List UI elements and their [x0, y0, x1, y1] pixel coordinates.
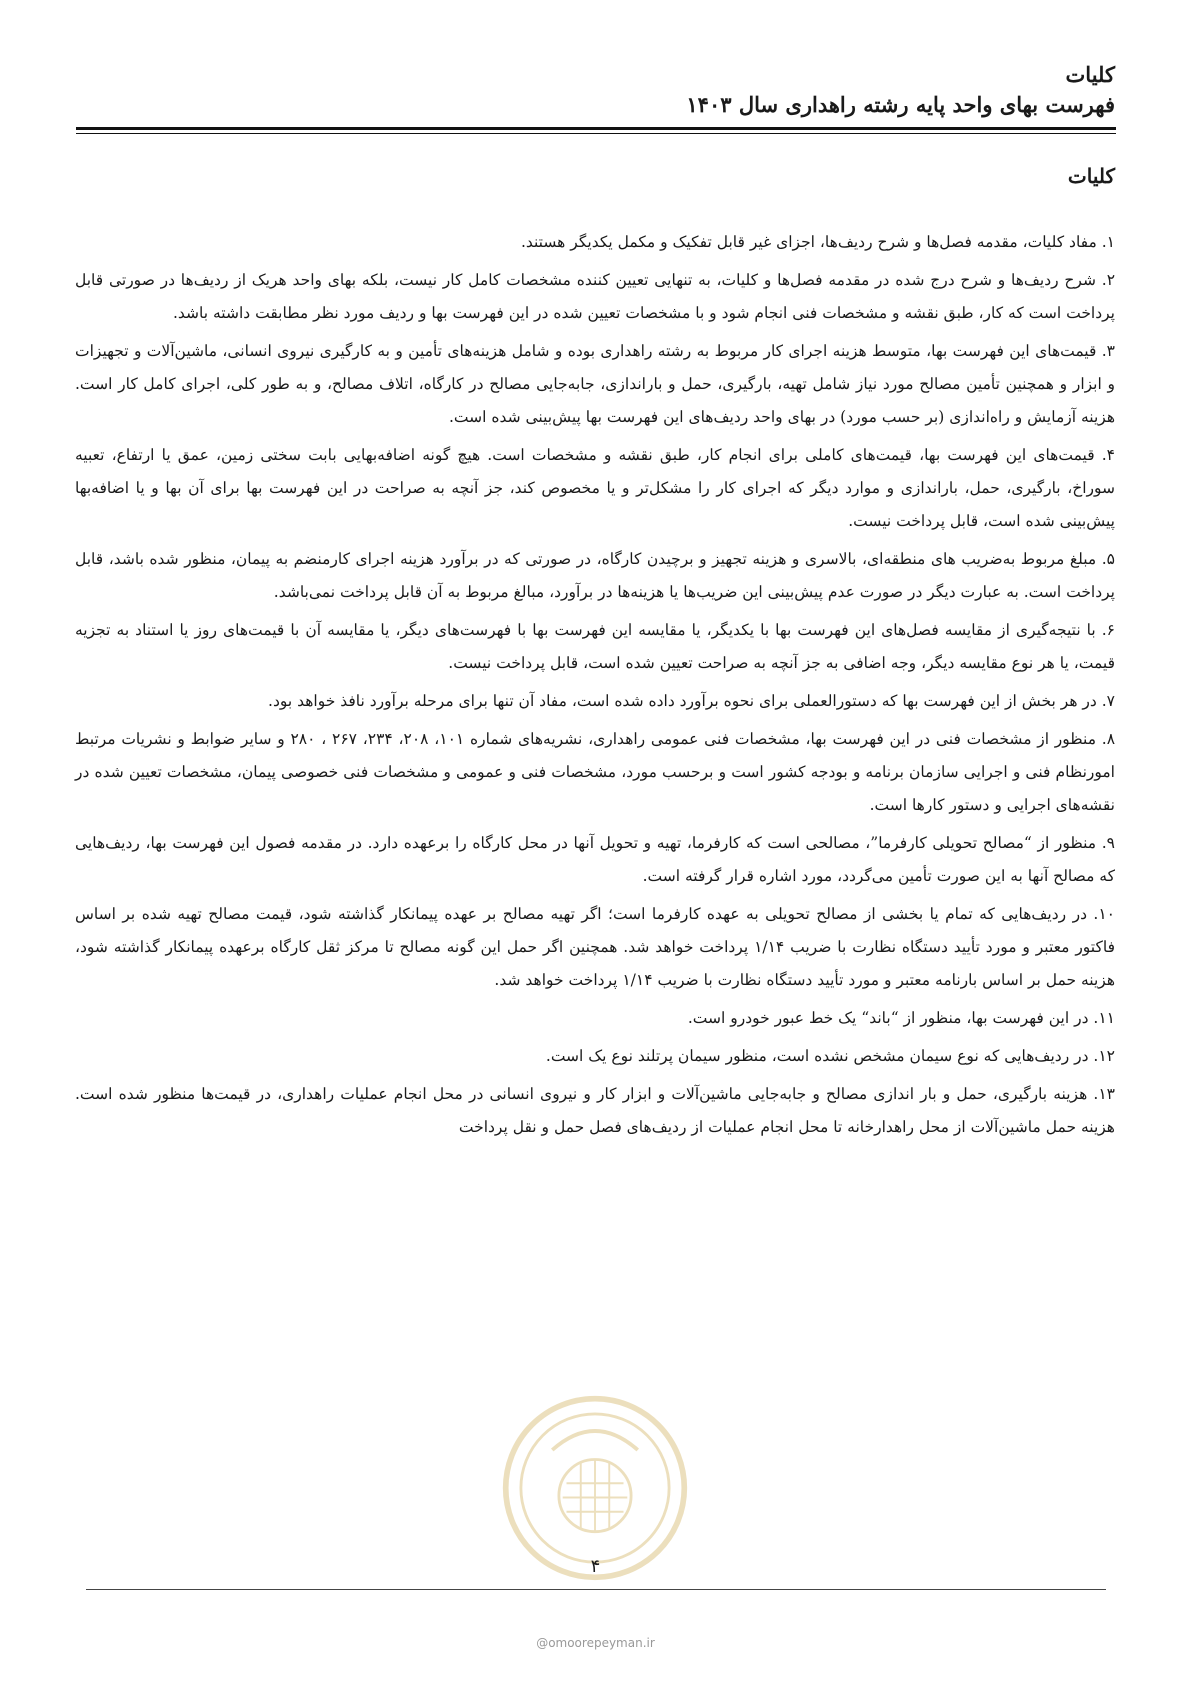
paragraph-3: ۳. قیمت‌های این فهرست بها، متوسط هزینه اجرای کار مربوط به رشته راهداری بوده و شامل هزینه‌های تأمین و به کارگیری نیروی انسانی، ماشین‌آلات و تجهیزات و ابزار و همچنین تأمین مصالح مورد نیاز شامل تهیه، بارگیری، حمل و باراندازی، جابه‌جایی مصالح در کارگاه، اتلاف مصالح، و به طور کلی، اجرای کامل کار است. هزینه آزمایش و راه‌اندازی (بر حسب مورد) در بهای واحد ردیف‌های این فهرست بها پیش‌بینی شده است.: [75, 342, 1115, 426]
header-chapter-title: کلیات: [1065, 62, 1115, 87]
paragraph-11: ۱۱. در این فهرست بها، منظور از “باند“ یک خط عبور خودرو است.: [687, 1009, 1115, 1027]
header-rule-thin: [76, 133, 1116, 134]
footer-rule: [86, 1589, 1106, 1590]
paragraph-8: ۸. منظور از مشخصات فنی در این فهرست بها، مشخصات فنی عمومی راهداری، نشریه‌های شماره ۱۰۱، ۲۰۸، ۲۳۴، ۲۶۷ ، ۲۸۰ و سایر ضوابط و نشریات مرتبط امورنظام فنی و اجرایی سازمان برنامه و بودجه کشور است و برحسب مورد، مشخصات فنی و عمومی و مشخصات فنی خصوصی پیمان، مشخصات تعیین شده در نقشه‌های اجرایی و دستور کارها است.: [75, 730, 1116, 814]
paragraph-9: ۹. منظور از “مصالح تحویلی کارفرما”، مصالحی است که کارفرما، تهیه و تحویل آنها در محل کارگاه را برعهده دارد. در مقدمه فصول این فهرست بها، ردیف‌هایی که مصالح آنها به این صورت تأمین می‌گردد، مورد اشاره قرار گرفته است.: [75, 834, 1115, 885]
page-header: [75, 60, 1115, 120]
page-number: ۴: [590, 1556, 601, 1577]
paragraph-1: ۱. مفاد کلیات، مقدمه فصل‌ها و شرح ردیف‌ها، اجزای غیر قابل تفکیک و مکمل یکدیگر هستند.: [520, 233, 1115, 251]
paragraph-5: ۵. مبلغ مربوط به‌ضریب های منطقه‌ای، بالاسری و هزینه تجهیز و برچیدن کارگاه، در صورتی که در برآورد هزینه اجرای کارمنضم به پیمان، منظور شده باشد، قابل پرداخت است. به عبارت دیگر در صورت عدم پیش‌بینی این ضریب‌ها یا هزینه‌ها در برآورد، مبالغ مربوط به آن قابل پرداخت نمی‌باشد.: [75, 550, 1115, 601]
section-title: کلیات: [1067, 164, 1115, 188]
header-document-title: فهرست بهای واحد پایه رشته راهداری سال ۱۴۰۳: [686, 92, 1115, 117]
paragraph-13: ۱۳. هزینه بارگیری، حمل و بار اندازی مصالح و جابه‌جایی ماشین‌آلات و ابزار کار و نیروی انسانی در محل انجام عملیات راهداری، در قیمت‌ها منظور شده است. هزینه حمل ماشین‌آلات از محل راهدارخانه تا محل انجام عملیات از ردیف‌های فصل حمل و نقل پرداخت: [75, 1085, 1115, 1136]
watermark-seal-icon: [500, 1393, 690, 1583]
footer-website: @omoorepeyman.ir: [536, 1636, 655, 1650]
body-content: [75, 226, 1115, 1149]
paragraph-4: ۴. قیمت‌های این فهرست بها، قیمت‌های کاملی برای انجام کار، طبق نقشه و مشخصات است. هیچ گونه اضافه‌بهایی بابت سختی زمین، عمق یا ارتفاع، تعبیه سوراخ، بارگیری، حمل، باراندازی و موارد دیگر که اجرای کار را مشکل‌تر و یا مخصوص کند، جز آنچه به صراحت در این فهرست بها برای آن بها و یا اضافه‌بها پیش‌بینی شده است، قابل پرداخت نیست.: [75, 446, 1115, 530]
paragraph-2: ۲. شرح ردیف‌ها و شرح درج شده در مقدمه فصل‌ها و کلیات، به تنهایی تعیین کننده مشخصات کامل کار نیست، بلکه بهای واحد هریک از ردیف‌ها در صورتی قابل پرداخت است که کار، طبق نقشه و مشخصات فنی انجام شود و با مشخصات تعیین شده در این فهرست بها و ردیف مورد نظر مطابقت داشته باشد.: [75, 271, 1116, 322]
paragraph-10: ۱۰. در ردیف‌هایی که تمام یا بخشی از مصالح تحویلی به عهده کارفرما است؛ اگر تهیه مصالح بر عهده پیمانکار گذاشته شود، قیمت مصالح تهیه شده بر اساس فاکتور معتبر و مورد تأیید دستگاه نظارت با ضریب ۱/۱۴ پرداخت خواهد شد. همچنین اگر حمل این گونه مصالح تا مرکز ثقل کارگاه برعهده پیمانکار گذاشته شود، هزینه حمل بر اساس بارنامه معتبر و مورد تأیید دستگاه نظارت با ضریب ۱/۱۴ پرداخت خواهد شد.: [75, 905, 1115, 989]
paragraph-6: ۶. با نتیجه‌گیری از مقایسه فصل‌های این فهرست بها با یکدیگر، یا مقایسه این فهرست بها با فهرست‌های دیگر، یا مقایسه آن با قیمت‌های روز یا استناد به تجزیه قیمت، یا هر نوع مقایسه دیگر، وجه اضافی به جز آنچه به صراحت تعیین شده است، قابل پرداخت نیست.: [75, 621, 1115, 672]
paragraph-7: ۷. در هر بخش از این فهرست بها که دستورالعملی برای نحوه برآورد داده شده است، مفاد آن تنها برای مرحله برآورد نافذ خواهد بود.: [268, 692, 1115, 710]
paragraph-12: ۱۲. در ردیف‌هایی که نوع سیمان مشخص نشده است، منظور سیمان پرتلند نوع یک است.: [545, 1047, 1115, 1065]
header-rule-thick: [76, 127, 1116, 130]
